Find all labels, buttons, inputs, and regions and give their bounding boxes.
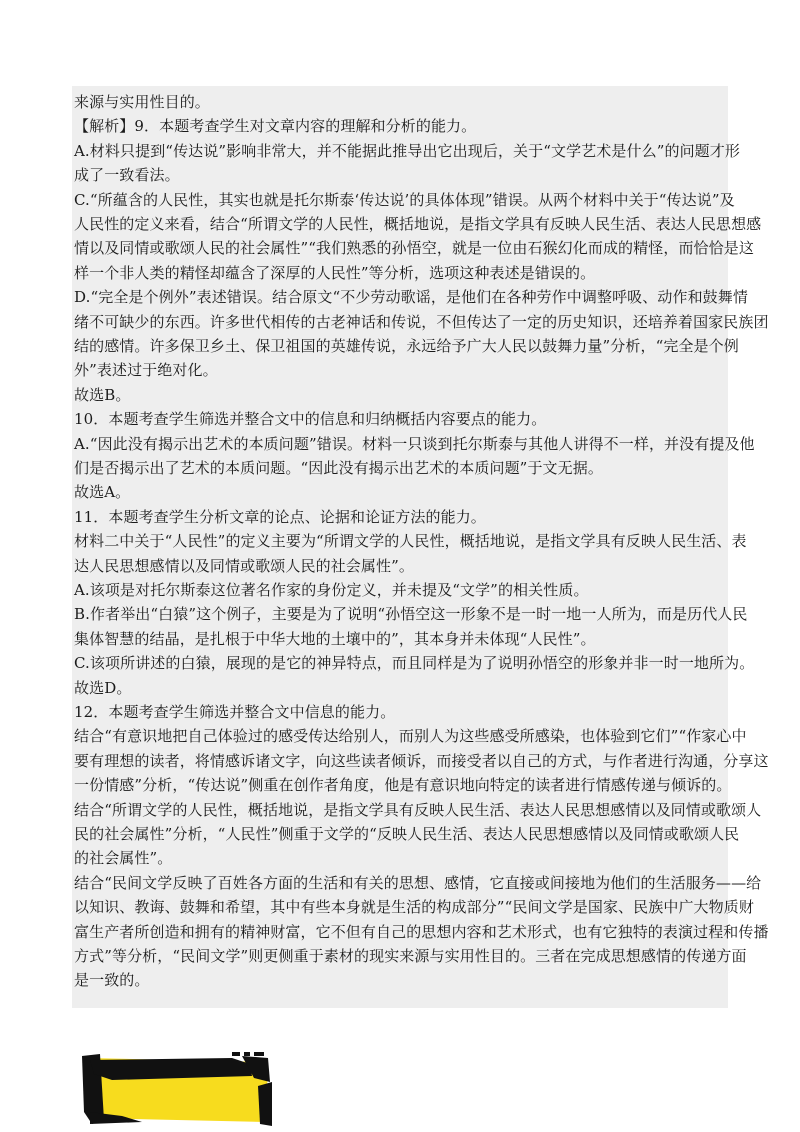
text-line: 外”表述过于绝对化。 — [74, 361, 218, 380]
text-line: 12．本题考查学生筛选并整合文中信息的能力。 — [74, 703, 396, 721]
text-line: 结合“所谓文学的人民性，概括地说，是指文学具有反映人民生活、表达人民思想感情以及同情或歌颂人 — [74, 800, 762, 819]
text-line: 是一致的。 — [74, 971, 150, 990]
text-line: D.“完全是个例外”表述错误。结合原文“不少劳动歌谣，是他们在各种劳作中调整呼吸、动作和鼓舞情 — [74, 288, 748, 307]
text-line: 民的社会属性”分析，“人民性”侧重于文学的“反映人民生活、表达人民思想感情以及同情或歌颂人民 — [74, 825, 740, 843]
text-line: 故选A。 — [74, 483, 131, 502]
text-line: 结合“民间文学反映了百姓各方面的生活和有关的思想、感情，它直接或间接地为他们的生活服务——给 — [74, 873, 762, 892]
text-line: 集体智慧的结晶，是扎根于中华大地的土壤中的”，其本身并未体现“人民性”。 — [74, 629, 596, 648]
text-line: 样一个非人类的精怪却蕴含了深厚的人民性”等分析，选项这种表述是错误的。 — [74, 263, 596, 282]
text-line: C.“所蕴含的人民性，其实也就是托尔斯泰‘传达说’的具体体现”错误。从两个材料中关于“传达说”及 — [74, 190, 735, 209]
text-line: 方式”等分析，“民间文学”则更侧重于素材的现实来源与实用性目的。三者在完成思想感情的传递方面 — [74, 947, 747, 965]
text-line: 富生产者所创造和拥有的精神财富，它不但有自己的思想内容和艺术形式，也有它独特的表演过程和传播 — [74, 922, 769, 941]
footer-logo — [82, 1052, 272, 1126]
text-line: 以知识、教诲、鼓舞和希望，其中有些本身就是生活的构成部分”“民间文学是国家、民族中广大物质财 — [74, 898, 754, 917]
text-line: C.该项所讲述的白猿，展现的是它的神异特点，而且同样是为了说明孙悟空的形象并非一时一地所为。 — [74, 654, 755, 673]
text-line: B.作者举出“白猿”这个例子，主要是为了说明“孙悟空这一形象不是一时一地一人所为，而是历代人民 — [74, 605, 748, 624]
text-line: 10．本题考查学生筛选并整合文中的信息和归纳概括内容要点的能力。 — [74, 410, 547, 429]
text-line: 故选D。 — [74, 678, 132, 697]
text-line: 故选B。 — [74, 385, 131, 404]
text-line: A.材料只提到“传达说”影响非常大，并不能据此推导出它出现后，关于“文学艺术是什么”的问题才形 — [74, 141, 740, 160]
text-line: 的社会属性”。 — [74, 849, 173, 868]
text-line: 们是否揭示出了艺术的本质问题。“因此没有揭示出艺术的本质问题”于文无据。 — [74, 459, 603, 477]
text-line: 来源与实用性目的。 — [74, 93, 210, 111]
text-line: 达人民思想感情以及同情或歌颂人民的社会属性”。 — [74, 556, 414, 575]
answer-analysis-panel — [72, 86, 769, 1008]
text-line: 绪不可缺少的东西。许多世代相传的古老神话和传说，不但传达了一定的历史知识，还培养着国家民族团 — [74, 312, 769, 331]
text-line: 材料二中关于“人民性”的定义主要为“所谓文学的人民性，概括地说，是指文学具有反映人民生活、表 — [74, 532, 747, 551]
text-line: 一份情感”分析，“传达说”侧重在创作者角度，他是有意识地向特定的读者进行情感传递与倾诉的。 — [74, 776, 732, 795]
text-line: 11．本题考查学生分析文章的论点、论据和论证方法的能力。 — [74, 507, 486, 526]
text-line: 成了一致看法。 — [74, 166, 180, 185]
text-line: 【解析】9．本题考查学生对文章内容的理解和分析的能力。 — [74, 117, 477, 136]
text-line: A.该项是对托尔斯泰这位著名作家的身份定义，并未提及“文学”的相关性质。 — [74, 581, 589, 599]
text-line: 人民性的定义来看，结合“所谓文学的人民性，概括地说，是指文学具有反映人民生活、表达人民思想感 — [74, 215, 762, 233]
text-line: 情以及同情或歌颂人民的社会属性”“我们熟悉的孙悟空，就是一位由石猴幻化而成的精怪，而恰恰是这 — [74, 239, 754, 258]
text-line: A.“因此没有揭示出艺术的本质问题”错误。材料一只谈到托尔斯泰与其他人讲得不一样，并没有提及他 — [74, 434, 755, 453]
text-line: 结的感情。许多保卫乡土、保卫祖国的英雄传说，永远给予广大人民以鼓舞力量”分析，“完全是个例 — [74, 337, 739, 355]
text-line: 结合“有意识地把自己体验过的感受传达给别人，而别人为这些感受所感染，也体验到它们”“作家心中 — [74, 727, 747, 746]
text-line: 要有理想的读者，将情感诉诸文字，向这些读者倾诉，而接受者以自己的方式，与作者进行沟通，分享这 — [74, 751, 769, 770]
